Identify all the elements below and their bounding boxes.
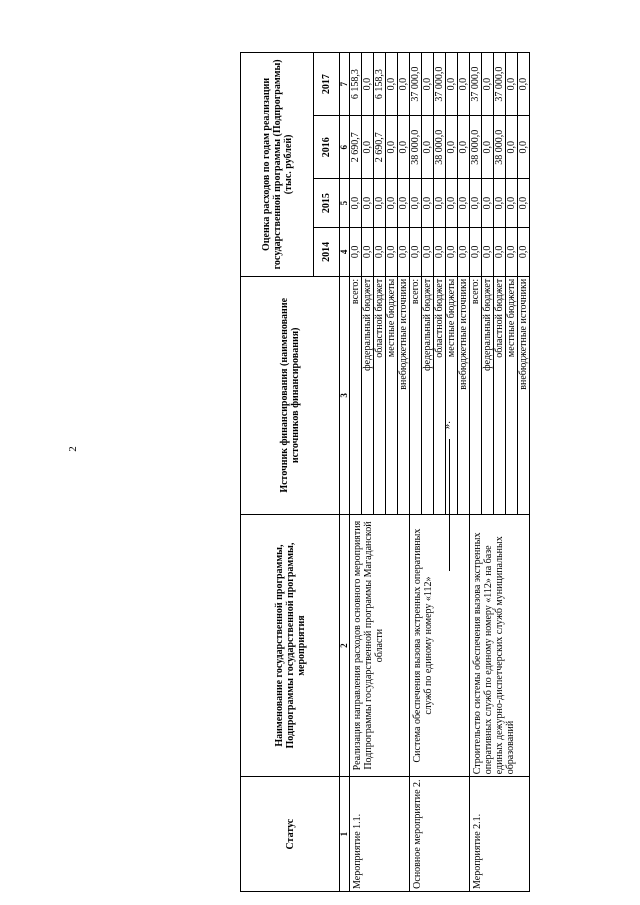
- row-value: 0,0: [494, 228, 506, 277]
- col-number: 6: [340, 116, 350, 179]
- row-value: 0,0: [362, 228, 374, 277]
- row-source: всего:: [350, 276, 362, 514]
- row-name: Строительство системы обеспечения вызова экстренных оперативных служб по единому номеру «112» на базе единых дежурно-диспетчерских служб муниципальных образований: [470, 514, 530, 776]
- row-value: 0,0: [506, 228, 518, 277]
- table-body: [350, 53, 530, 892]
- row-value: 0,0: [446, 179, 458, 228]
- row-value: 37 000,0: [410, 53, 422, 116]
- row-source: внебюджетные источники: [398, 276, 410, 514]
- row-value: 0,0: [458, 228, 470, 277]
- row-value: 0,0: [422, 53, 434, 116]
- row-source: областной бюджет: [434, 276, 446, 514]
- row-name: Система обеспечения вызова экстренных оперативных служб по единому номеру «112»: [410, 514, 470, 776]
- row-value: 0,0: [482, 179, 494, 228]
- header-year: 2016: [314, 116, 340, 179]
- row-value: 0,0: [518, 53, 530, 116]
- row-value: 0,0: [350, 179, 362, 228]
- row-value: 0,0: [482, 228, 494, 277]
- row-source: федеральный бюджет: [482, 276, 494, 514]
- row-source: всего:: [470, 276, 482, 514]
- row-value: 0,0: [446, 53, 458, 116]
- row-value: 0,0: [362, 116, 374, 179]
- row-status: Мероприятие 2.1.: [470, 777, 530, 892]
- col-number: 2: [340, 514, 350, 776]
- row-value: 37 000,0: [470, 53, 482, 116]
- row-source: внебюджетные источники: [458, 276, 470, 514]
- row-value: 0,0: [446, 116, 458, 179]
- row-source: местные бюджеты: [506, 276, 518, 514]
- row-value: 0,0: [362, 179, 374, 228]
- row-value: 0,0: [386, 179, 398, 228]
- row-value: 0,0: [518, 179, 530, 228]
- row-value: 0,0: [374, 228, 386, 277]
- row-value: 0,0: [410, 179, 422, 228]
- row-source: областной бюджет: [374, 276, 386, 514]
- row-value: 0,0: [470, 228, 482, 277]
- row-value: 0,0: [506, 179, 518, 228]
- row-source: областной бюджет: [494, 276, 506, 514]
- row-value: 38 000,0: [434, 116, 446, 179]
- row-value: 0,0: [422, 179, 434, 228]
- row-source: федеральный бюджет: [362, 276, 374, 514]
- row-value: 0,0: [518, 228, 530, 277]
- col-number: 4: [340, 228, 350, 277]
- table-row: [350, 53, 362, 892]
- row-value: 38 000,0: [494, 116, 506, 179]
- row-value: 0,0: [458, 179, 470, 228]
- row-source: внебюджетные источники: [518, 276, 530, 514]
- row-value: 0,0: [506, 116, 518, 179]
- row-value: 0,0: [386, 228, 398, 277]
- header-year: 2015: [314, 179, 340, 228]
- row-value: 0,0: [482, 53, 494, 116]
- row-value: 2 690,7: [374, 116, 386, 179]
- row-value: 0,0: [410, 228, 422, 277]
- row-value: 0,0: [434, 179, 446, 228]
- table-row: [410, 53, 422, 892]
- row-value: 0,0: [458, 116, 470, 179]
- table-wrapper: [240, 52, 529, 892]
- row-value: 0,0: [446, 228, 458, 277]
- row-value: 0,0: [398, 53, 410, 116]
- row-value: 37 000,0: [434, 53, 446, 116]
- row-source: всего:: [410, 276, 422, 514]
- row-value: 0,0: [398, 179, 410, 228]
- table-row: [470, 53, 482, 892]
- page-number: 2: [67, 446, 79, 452]
- row-value: 0,0: [494, 179, 506, 228]
- row-value: 38 000,0: [410, 116, 422, 179]
- row-name: Реализация направления расходов основного мероприятия Подпрограммы государственной программы Магаданской области: [350, 514, 410, 776]
- row-value: 0,0: [398, 116, 410, 179]
- row-value: 0,0: [506, 53, 518, 116]
- header-name: Наименование государственной программы, Подпрограммы государственной программы, мероприятия: [241, 514, 340, 776]
- row-value: 0,0: [386, 53, 398, 116]
- row-source: местные бюджеты: [446, 276, 458, 514]
- row-value: 0,0: [518, 116, 530, 179]
- row-value: 2 690,7: [350, 116, 362, 179]
- closing-quote: ».: [441, 421, 453, 430]
- row-source: федеральный бюджет: [422, 276, 434, 514]
- header-source: Источник финансирования (наименование источников финансирования): [241, 276, 340, 514]
- financing-table: [240, 52, 530, 892]
- row-value: 0,0: [362, 53, 374, 116]
- row-status: Мероприятие 1.1.: [350, 777, 410, 892]
- row-value: 0,0: [398, 228, 410, 277]
- row-value: 6 158,3: [350, 53, 362, 116]
- row-value: 37 000,0: [494, 53, 506, 116]
- header-year: 2017: [314, 53, 340, 116]
- row-value: 0,0: [386, 116, 398, 179]
- col-number: 7: [340, 53, 350, 116]
- row-source: местные бюджеты: [386, 276, 398, 514]
- row-value: 0,0: [458, 53, 470, 116]
- header-year: 2014: [314, 228, 340, 277]
- row-value: 0,0: [470, 179, 482, 228]
- row-value: 0,0: [350, 228, 362, 277]
- col-number: 3: [340, 276, 350, 514]
- row-value: 38 000,0: [470, 116, 482, 179]
- row-status: Основное мероприятие 2.: [410, 777, 470, 892]
- header-estimate: Оценка расходов по годам реализации государственной программы (Подпрограммы) (тыс. рублей): [241, 53, 314, 277]
- row-value: 0,0: [434, 228, 446, 277]
- col-number: 1: [340, 777, 350, 892]
- row-value: 0,0: [422, 116, 434, 179]
- row-value: 0,0: [422, 228, 434, 277]
- row-value: 6 158,3: [374, 53, 386, 116]
- row-value: 0,0: [374, 179, 386, 228]
- row-value: 0,0: [482, 116, 494, 179]
- header-status: Статус: [241, 777, 340, 892]
- col-number: 5: [340, 179, 350, 228]
